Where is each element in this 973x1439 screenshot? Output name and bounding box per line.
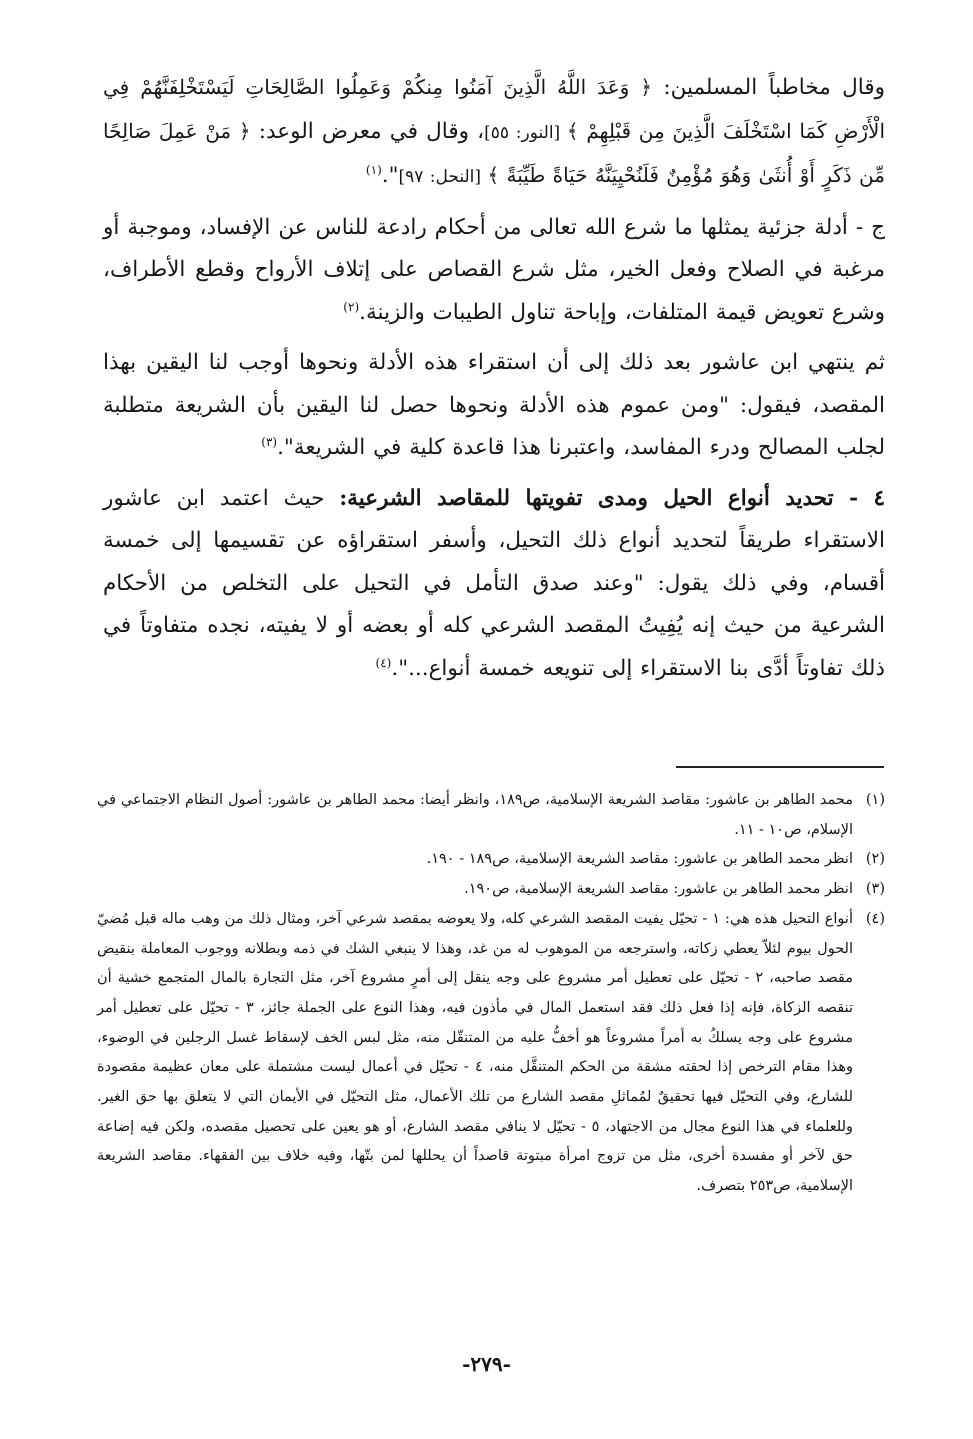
footnote-text: انظر محمد الطاهر بن عاشور: مقاصد الشريعة الإسلامية، ص١٩٠. — [464, 881, 853, 898]
footnote-text: محمد الطاهر بن عاشور: مقاصد الشريعة الإسلامية، ص١٨٩، وانظر أيضا: محمد الطاهر بن عاشور: أصول النظام الاجتماعي في الإسلام، ص١٠ - ١١. — [97, 792, 853, 838]
intro-text: وقال مخاطباً المسلمين: — [651, 75, 885, 100]
paragraph-section-4 — [103, 478, 885, 691]
paragraph-partial-evidence — [103, 207, 885, 335]
footnote-number: (٢) — [865, 851, 885, 868]
verse-citation: [النحل: ٩٧] — [398, 167, 488, 187]
footnote-text: أنواع التحيل هذه هي: ١ - تحيّل يفيت المقصد الشرعي كله، ولا يعوضه بمقصد شرعي آخر، ومثال ذلك من وهب ماله قبل مُضيّ الحول بيوم لئلاّ يعطي زكاته، واسترجعه من الموهوب له من غد، وهذا لا ينبغي الشك في ذمه وبطلانه ووجوب المعاملة بنقيض مقصد صاحبه، ٢ - تحيّل على تعطيل أمر مشروع على وجه ينقل إلى أمرٍ مشروع آخر، مثل التجارة بالمال المتجمع خشية أن تنقصه الزكاة، فإنه إذا فعل ذلك فقد استعمل المال في مأذون فيه، وهذا النوع على الجملة جائز، ٣ - تحيّل على تعطيل أمر مشروع على وجه يسلكُ به أمراً مشروعاً هو أخفُّ عليه من المتنقّل منه، مثل لبس الخف لإسقاط غسل الرجلين في الوضوء، وهذا مقام الترخص إذا لحقته مشقة من الحكم المتنقَّل منه، ٤ - تحيّل في أعمال ليست مشتملة على معان عظيمة مقصودة للشارع، وفي التحيّل فيها تحقيقٌ لمُماثلِ مقصد الشارع من تلك الأعمال، مثل التحيّل في الأيمان التي لا يتعلق بها حق الغير. وللعلماء في هذا النوع مجال من الاجتهاد، ٥ - تحيّل لا ينافي مقصد الشارع، أو هو يعين على تحصيل مقصده، ولكن فيه إضاعة حق لآخر أو مفسدة أخرى، مثل من تزوج امرأة مبتوتة قاصداً أن يحللها لمن بتّها، وفيه خلاف بين الفقهاء. مقاصد الشريعة الإسلامية، ص٢٥٣ بتصرف. — [97, 910, 853, 1195]
paragraph-conclusion — [103, 342, 885, 470]
connector-text: ، وقال في معرض الوعد: — [250, 118, 485, 144]
closing-quote: ". — [381, 163, 399, 188]
footnote — [97, 875, 885, 905]
footnote-marker: (٤) — [375, 655, 392, 670]
verse-citation: [النور: ٥٥] — [484, 122, 567, 143]
section-heading: ٤ - تحديد أنواع الحيل ومدى تفويتها للمقاصد الشرعية: — [339, 485, 885, 511]
paragraph-quran-verses — [103, 66, 885, 199]
footnote-text: انظر محمد الطاهر بن عاشور: مقاصد الشريعة الإسلامية، ص١٨٩ - ١٩٠. — [426, 851, 853, 868]
footnote-divider — [676, 766, 884, 768]
footnote-number: (٤) — [865, 910, 885, 927]
quran-verse: ﴿ وَعَدَ اللَّهُ الَّذِينَ آمَنُوا مِنكُمْ وَعَمِلُوا الصَّالِحَاتِ لَيَسْتَخْلِفَنَّهُمْ فِي الْأَرْضِ كَمَا اسْتَخْلَفَ الَّذِينَ مِن قَبْلِهِمْ ﴾ — [103, 75, 885, 143]
footnote-marker: (١) — [365, 162, 382, 177]
page-number: -٢٧٩- — [462, 1352, 511, 1376]
main-text — [103, 66, 885, 690]
footnote — [97, 845, 885, 875]
paragraph-text: ثم ينتهي ابن عاشور بعد ذلك إلى أن استقراء هذه الأدلة ونحوها أوجب لنا اليقين بهذا المقصد، فيقول: "ومن عموم هذه الأدلة ونحوها حصل لنا اليقين بأن الشريعة متطلبة لجلب المصالح ودرء المفاسد، واعتبرنا هذا قاعدة كلية في الشريعة". — [103, 350, 885, 460]
paragraph-text: ج - أدلة جزئية يمثلها ما شرع الله تعالى من أحكام رادعة للناس عن الإفساد، وموجبة أو مرغبة في الصلاح وفعل الخير، مثل شرع القصاص على إتلاف الأرواح وقطع الأطراف، وشرع تعويض قيمة المتلفات، وإباحة تناول الطيبات والزينة. — [103, 214, 885, 325]
footnote-number: (٣) — [865, 881, 885, 898]
footnote-number: (١) — [865, 792, 885, 808]
footnotes — [97, 786, 885, 1202]
footnote — [97, 786, 885, 845]
footnote-marker: (٢) — [343, 299, 360, 314]
footnote-marker: (٣) — [261, 434, 278, 449]
paragraph-text: حيث اعتمد ابن عاشور الاستقراء طريقاً لتحديد أنواع ذلك التحيل، وأسفر استقراؤه عن تقسيمها إلى خمسة أقسام، وفي ذلك يقول: "وعند صدق التأمل في التحيل على التخلص من الأحكام الشرعية من حيث إنه يُفِيتُ المقصد الشرعي كله أو بعضه أو لا يفيته، نجده متفاوتاً في ذلك تفاوتاً أدَّى بنا الاستقراء إلى تنويعه خمسة أنواع...". — [103, 485, 885, 681]
quran-verse: ﴿ مَنْ عَمِلَ صَالِحًا مِّن ذَكَرٍ أَوْ أُنثَىٰ وَهُوَ مُؤْمِنٌ فَلَنُحْيِيَنَّهُ حَيَاةً طَيِّبَةً ﴾ — [103, 118, 885, 187]
footnote — [97, 905, 885, 1202]
